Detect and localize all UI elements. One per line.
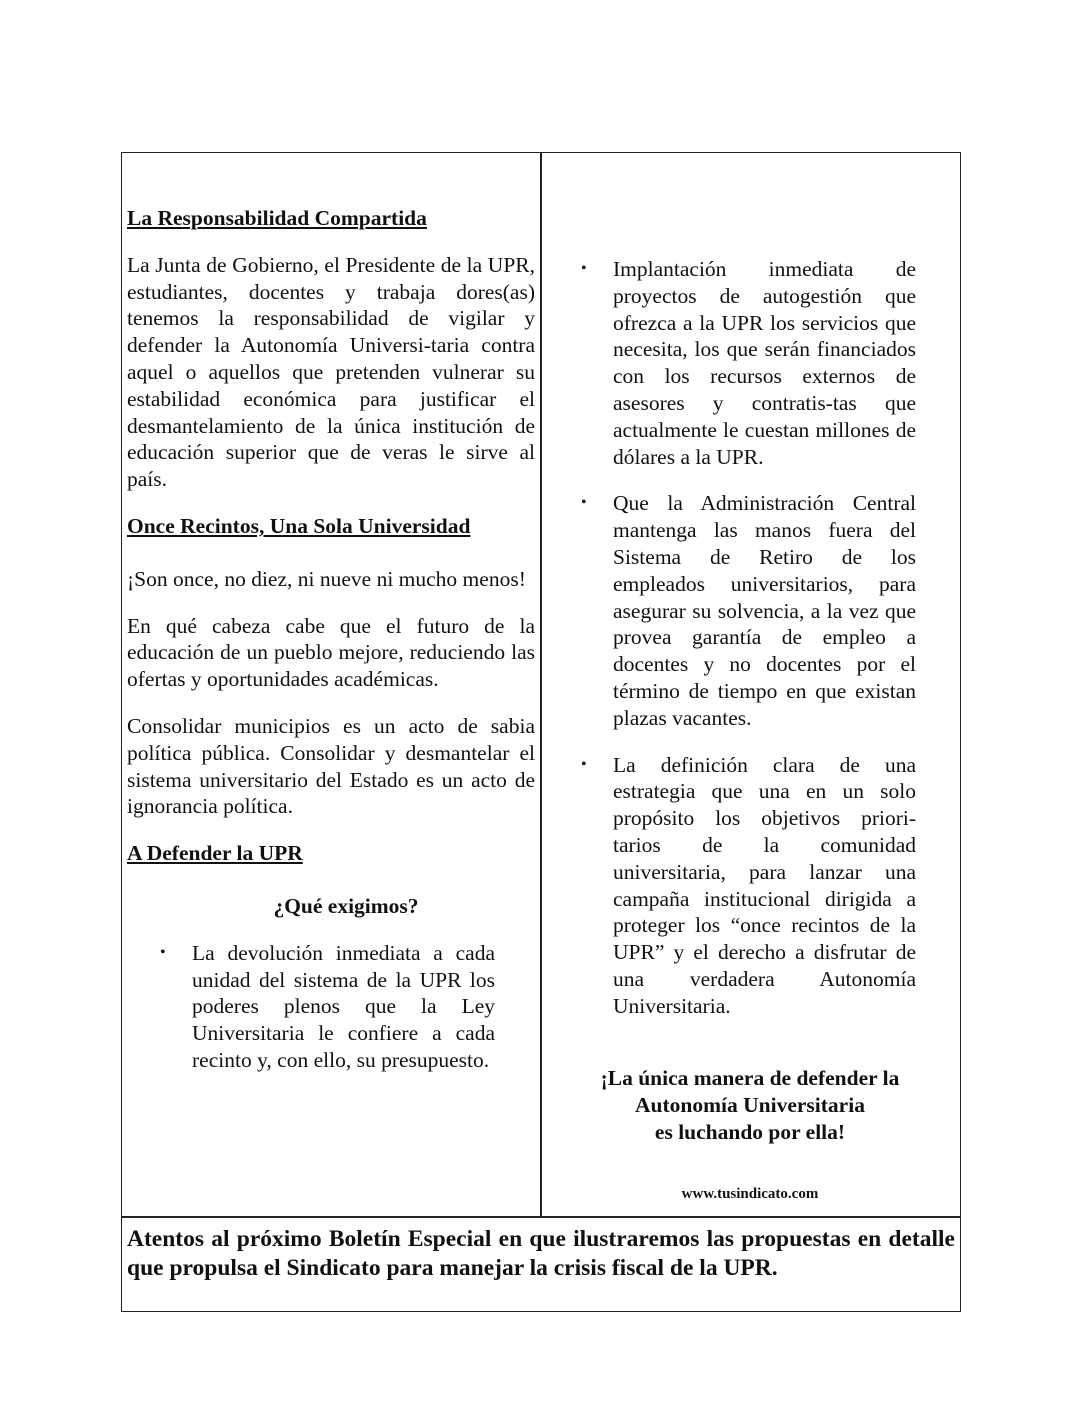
column-divider [540, 152, 542, 1218]
demand-text: Implantación inmediata de proyectos de autogestión que ofrezca a la UPR los servicios que necesita, los que serán financiados con los recursos externos de asesores y contratis-tas que actualmente le cuestan millones de dólares a la UPR. [613, 257, 916, 469]
demand-text: La definición clara de una estrategia que una en un solo propósito los objetivos priori-tarios de la comunidad universitaria, para lanzar una campaña institucional dirigida a proteger los “once recintos de la UPR” y el derecho a disfrutar de una verdadera Autonomía Universitaria. [613, 752, 916, 1018]
bullet-icon: • [160, 943, 166, 961]
list-item [581, 752, 916, 1020]
bullet-icon: • [581, 260, 587, 277]
list-item [581, 490, 916, 731]
paragraph-future-education: En qué cabeza cabe que el futuro de la educación de un pueblo mejore, reduciendo las ofertas y oportunidades académicas. [127, 613, 535, 692]
demands-list-right [582, 256, 916, 1020]
footer-notice: Atentos al próximo Boletín Especial en que ilustraremos las propuestas en detalle que propulsa el Sindicato para manejar la crisis fiscal de la UPR. [127, 1226, 955, 1281]
closing-line: Autonomía Universitaria [635, 1093, 865, 1117]
paragraph-shared-responsibility: La Junta de Gobierno, el Presidente de la UPR, estudiantes, docentes y trabaja dores(as) tenemos la responsabilidad de vigilar y defender la Autonomía Universi-taria contra aquel o aquellos que pretenden vulnerar su estabilidad económica para justificar el desmantelamiento de la única institución de educación superior que de veras le sirve al país. [127, 252, 535, 492]
demand-text: La devolución inmediata a cada unidad del sistema de la UPR los poderes plenos que la Ley Universitaria le confiere a cada recinto y, con ello, su presupuesto. [192, 940, 495, 1072]
list-item [160, 940, 495, 1074]
demand-text: Que la Administración Central mantenga las manos fuera del Sistema de Retiro de los empleados universitarios, para asegurar su solvencia, a la vez que provea garantía de empleo a docentes y no docentes por el término de tiempo en que existan plazas vacantes. [613, 491, 916, 730]
left-column [127, 205, 535, 1074]
demands-title: ¿Qué exigimos? [273, 893, 419, 918]
footer-divider [121, 1216, 961, 1218]
heading-eleven-campuses: Once Recintos, Una Sola Universidad [127, 513, 471, 538]
heading-shared-responsibility: La Responsabilidad Compartida [127, 206, 427, 230]
closing-slogan [560, 1065, 940, 1146]
heading-defend-upr: A Defender la UPR [127, 841, 303, 866]
closing-line: es luchando por ella! [654, 1120, 846, 1144]
list-item [581, 256, 916, 470]
bullet-icon: • [581, 755, 587, 773]
paragraph-eleven: ¡Son once, no diez, ni nueve ni mucho menos! [127, 566, 526, 591]
demands-list-left [127, 940, 535, 1074]
website-link[interactable]: www.tusindicato.com [681, 1186, 819, 1202]
right-column [582, 256, 916, 1040]
bullet-icon: • [581, 494, 587, 512]
paragraph-consolidate: Consolidar municipios es un acto de sabia política pública. Consolidar y desmantelar el sistema universitario del Estado es un acto de ignorancia política. [127, 713, 535, 819]
closing-line: ¡La única manera de defender la [600, 1066, 900, 1090]
